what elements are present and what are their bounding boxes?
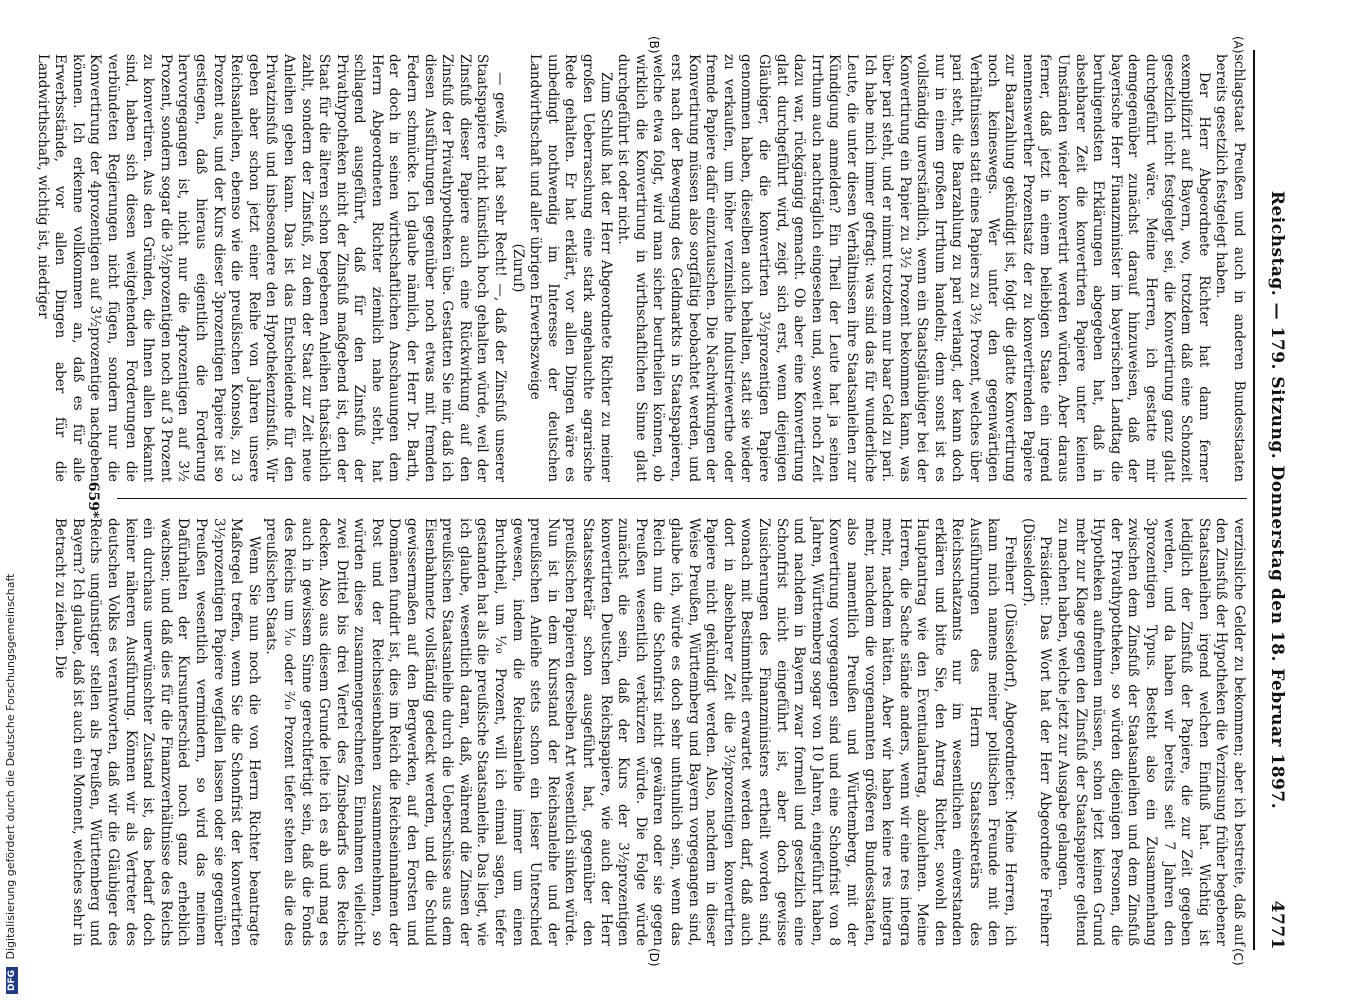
margin-mark-c: (C)	[1231, 948, 1245, 966]
dfg-logo: DFG	[6, 967, 18, 994]
margin-mark-a: (A)	[1231, 36, 1245, 54]
paragraph: — gewiß, er hat sehr Recht! —, daß der Zinsfuß unserer Staatspapiere nicht künstlich hoch gehalten würde, weil der Zinsfuß dieser Papiere auch eine Rückwirkung auf den Zinsfuß der Privathypotheken übe. Gestatten Sie mir, daß ich diesen Ausführungen gegenüber noch etwas mit fremden Federn schmücke. Ich glaube nämlich, der Herr Dr. Barth, der doch in seinen wirthschaftlichen Anschauungen dem Herrn Abgeordneten Richter ziemlich nahe steht, hat schlagend ausgeführt, daß für den Zinsfuß der Privathypotheken nicht der Zinsfuß maßgebend ist, den der Staat für die älteren schon begebenen Anleihen thatsächlich zahlt, sondern der Zinsfuß, zu dem der Staat zur Zeit neue Anleihen geben kann. Das ist das Entscheidende für den Privatzinsfuß und insbesondere den Hypothekenzinsfuß. Wir geben aber schon jetzt einer Reihe von Jahren unsere Reichsanleihen, ebenso wie die preußischen Konsols, zu 3 Prozent aus, und der Kurs dieser 3prozentigen Papiere ist so gestiegen, daß hieraus eigentlich die Forderung hervorgegangen ist, nicht nur die 4prozentigen auf 3½ Prozent, sondern sogar die 3½prozentigen noch auf 3 Prozent zu konvertiren. Aus den Gründen, die Ihnen allen bekannt sind, haben sich diesen weitgehenden Forderungen die verbündeten Regierungen nicht fügen, sondern nur die Konvertirung der 4prozentigen auf 3½prozentige nachgeben können. Ich erkenne vollkommen an, daß es für alle Erwerbsstände, vor allen Dingen aber für die Landwirthschaft, wichtig ist, niedriger	[34, 54, 509, 482]
interjection: (Zuruf)	[509, 243, 526, 293]
header-rule	[1253, 50, 1255, 950]
paragraph: schlagstaat Preußen und auch in anderen Bundesstaaten bereits gesetzlich festgelegt haben.	[1213, 54, 1247, 482]
right-text-column	[52, 518, 1247, 946]
left-text-column	[34, 54, 1247, 482]
imprint-text: Digitalisierung gefördert durch die Deutsche Forschungsgemeinschaft	[4, 573, 17, 960]
paragraph: Freiherr (Düsseldorf), Abgeordneter: Meine Herren, ich kann mich namens meiner politischen Freunde mit den Ausführungen des Herrn Staatssekretärs des Reichsschatzamts nur im wesentlichen einverstanden erklären und bitte Sie, den Antrag Richter, sowohl den Hauptantrag wie den Eventualantrag, abzulehnen. Meine Herren, die Sache stände anders, wenn wir eine res integra mehr, nachdem hätten. Aber wir haben keine res integra mehr, nachdem die vorgenannten größeren Bundesstaaten, also namentlich Preußen und Württemberg, mit der Konvertirung vorgegangen sind und eine Schonfrist von 8 Jahren, Württemberg sogar von 10 Jahren, eingeführt haben, und nachdem in Bayern zwar formell und gesetzlich eine Schonfrist nicht eingeführt ist, aber doch gewisse Zusicherungen des Finanzministers ertheilt worden sind, wonach mit Bestimmtheit erwartet werden darf, daß auch dort in absehbarer Zeit die 3½prozentigen konvertirten Papiere nicht gekündigt werden. Also, nachdem in dieser Weise Preußen, Württemberg und Bayern vorgegangen sind, glaube ich, würde es doch sehr unthunlich sein, wenn das Reich nun die Schonfrist nicht gewähren oder sie gegen Preußen wesentlich verkürzen würde. Die Folge würde zunächst die sein, daß der Kurs der 3½prozentigen konvertirten Deutschen Reichspapiere, wie auch der Herr Staatssekretär schon ausgeführt hat, gegenüber den preußischen Papieren derselben Art wesentlich sinken würde. Nun ist in dem Kursstand der Reichsanleihe und der preußischen Anleihe stets schon ein leiser Unterschied gewesen, indem die Reichsanleihe immer um einen Bruchtheil, um ⅒ Prozent, will ich einmal sagen, tiefer gestanden hat als die preußische Staatsanleihe. Das liegt, wie ich glaube, wesentlich daran, daß, während die Zinsen der preußischen Staatsanleihe durch die Ueberschüsse aus dem Eisenbahnnetz vollständig gedeckt werden, und die Schuld gewissermaßen auf den Bergwerken, auf den Forsten und Domänen fundirt ist, dies im Reich die Reichseinnahmen der Post und der Reichseisenbahnen zusammennehmen, so würden diese zusammengerechneten Einnahmen vielleicht zwei Drittel bis drei Viertel des Zinsbedarfs des Reichs decken. Also aus diesem Grunde leite ich es ab und mag es auch in gewissem Sinne gerechtfertigt sein, daß die Fonds des Reichs um ⅒ oder ²⁄₁₀ Prozent tiefer stehen als die des preußischen Staats.	[263, 518, 1019, 946]
paragraph: Präsident: Das Wort hat der Herr Abgeordnete Freiherr (Düsseldorf).	[1019, 518, 1054, 946]
sheet-signature: 659*	[85, 481, 101, 519]
page-number: 4771	[1267, 900, 1287, 950]
paragraph: Wenn Sie nun noch die von Herrn Richter beantragte Maßregel treffen, wenn Sie die Schonfrist der konvertirten 3½prozentigen Papiere wegfallen lassen oder sie gegenüber Preußen wesentlich vermindern, so wird das meinem Dafürhalten der Kursunterschied noch ganz erheblich wachsen; und daß dies für die Finanzverhältnisse des Reichs ein durchaus unerwünschter Zustand ist, das bedarf doch keiner näheren Ausführung. Können wir als Vertreter des deutschen Volks es verantworten, daß wir die Gläubiger des Reichs ungünstiger stellen als Preußen, Württemberg und Bayern? Ich glaube, daß ist auch ein Moment, welches sehr in Betracht zu ziehen. Die	[52, 518, 262, 946]
column-divider	[117, 498, 1247, 499]
margin-mark-b: (B)	[647, 36, 661, 54]
paragraph: Zum Schluß hat der Herr Abgeordnete Richter zu meiner großen Ueberraschung eine stark angehauchte agrarische Rede gehalten. Er hat erklärt, vor allen Dingen wäre es unbedingt nothwendig im Interesse der deutschen Landwirthschaft und aller übrigen Erwerbszweige	[527, 54, 614, 482]
margin-mark-d: (D)	[647, 948, 661, 967]
document-page	[34, 36, 1301, 967]
page-title: Reichstag. — 179. Sitzung. Donnerstag den 18. Februar 1897.	[1267, 190, 1287, 810]
digitization-imprint	[4, 574, 18, 994]
paragraph: Der Herr Abgeordnete Richter hat dann ferner exemplifizirt auf Bayern, wo, trotzdem daß eine Schonzeit gesetzlich nicht festgelegt sei, die Konvertirung ganz glatt durchgeführt wäre. Meine Herren, ich gestatte mir demgegenüber zunächst darauf hinzuweisen, daß der bayerische Herr Finanzminister im bayerischen Landtag die beruhigendsten Erklärungen abgegeben hat, daß in absehbarer Zeit die konvertirten Papiere unter keinen Umständen wieder konvertirt werden würden. Aber daraus ferner, daß jetzt in einem beliebigen Staate ein irgend nennenswerther Prozentsatz der zu konvertirenden Papiere zur Baarzahlung gekündigt ist, folgt die glatte Konvertirung noch keineswegs. Wer unter den gegenwärtigen Verhältnissen statt eines Papiers zu 3½ Prozent, welches über pari steht, die Baarzahlung zu pari verlangt, der kann doch nur in einem großen Irrthum handeln; denn sonst ist es vollständig unverständlich, wenn ein Staatsgläubiger bei der Konvertirung ein Papier zu 3½ Prozent bekommen kann, was über pari steht, und er nimmt trotzdem nur baar Geld zu pari. Ich habe mich immer gefragt: was sind das für wunderliche Leute, die unter diesen Verhältnissen ihre Staatsanleihen zur Kündigung anmelden? Ein Theil der Leute hat ja seinen Irrthum auch nachträglich eingesehen und, soweit noch Zeit dazu war, rückgängig gemacht. Ob aber eine Konvertirung glatt durchgeführt wird, zeigt sich erst, wenn diejenigen Gläubiger, die die konvertirten 3½prozentigen Papiere genommen haben, dieselben auch behalten, statt sie wieder zu verkaufen, um höher verzinsliche Industriewerthe oder fremde Papiere dafür einzutauschen. Die Nachwirkungen der Konvertirung müssen also sorgfältig beobachtet werden, und erst nach der Bewegung des Geldmarkts in Staatspapieren, welche etwa folgt, wird man sicher beurtheilen können, ob wirklich die Konvertirung in wirthschaftlichen Sinne glatt durchgeführt ist oder nicht.	[615, 54, 1212, 482]
paragraph: verzinsliche Gelder zu bekommen; aber ich bestreite, daß auf den Zinsfuß der Hypotheken die Verzinsung früher begebener Staatsanleihen irgend welchen Einfluß hat. Wichtig ist lediglich der Zinsfuß der Papiere, die zur Zeit gegeben werden, und da haben wir bereits seit 7 Jahren den 3prozentigen Typus. Besteht also ein Zusammenhang zwischen dem Zinsfuß der Staatsanleihen und dem Zinsfuß der Privathypotheken, so würden diejenigen Personen, die Hypotheken aufnehmen müssen, schon jetzt keinen Grund mehr zur Klage gegen den Zinsfuß der Staatspapiere geltend zu machen haben, welche jetzt zur Ausgabe gelangen.	[1055, 518, 1247, 946]
page-header	[1261, 50, 1287, 950]
